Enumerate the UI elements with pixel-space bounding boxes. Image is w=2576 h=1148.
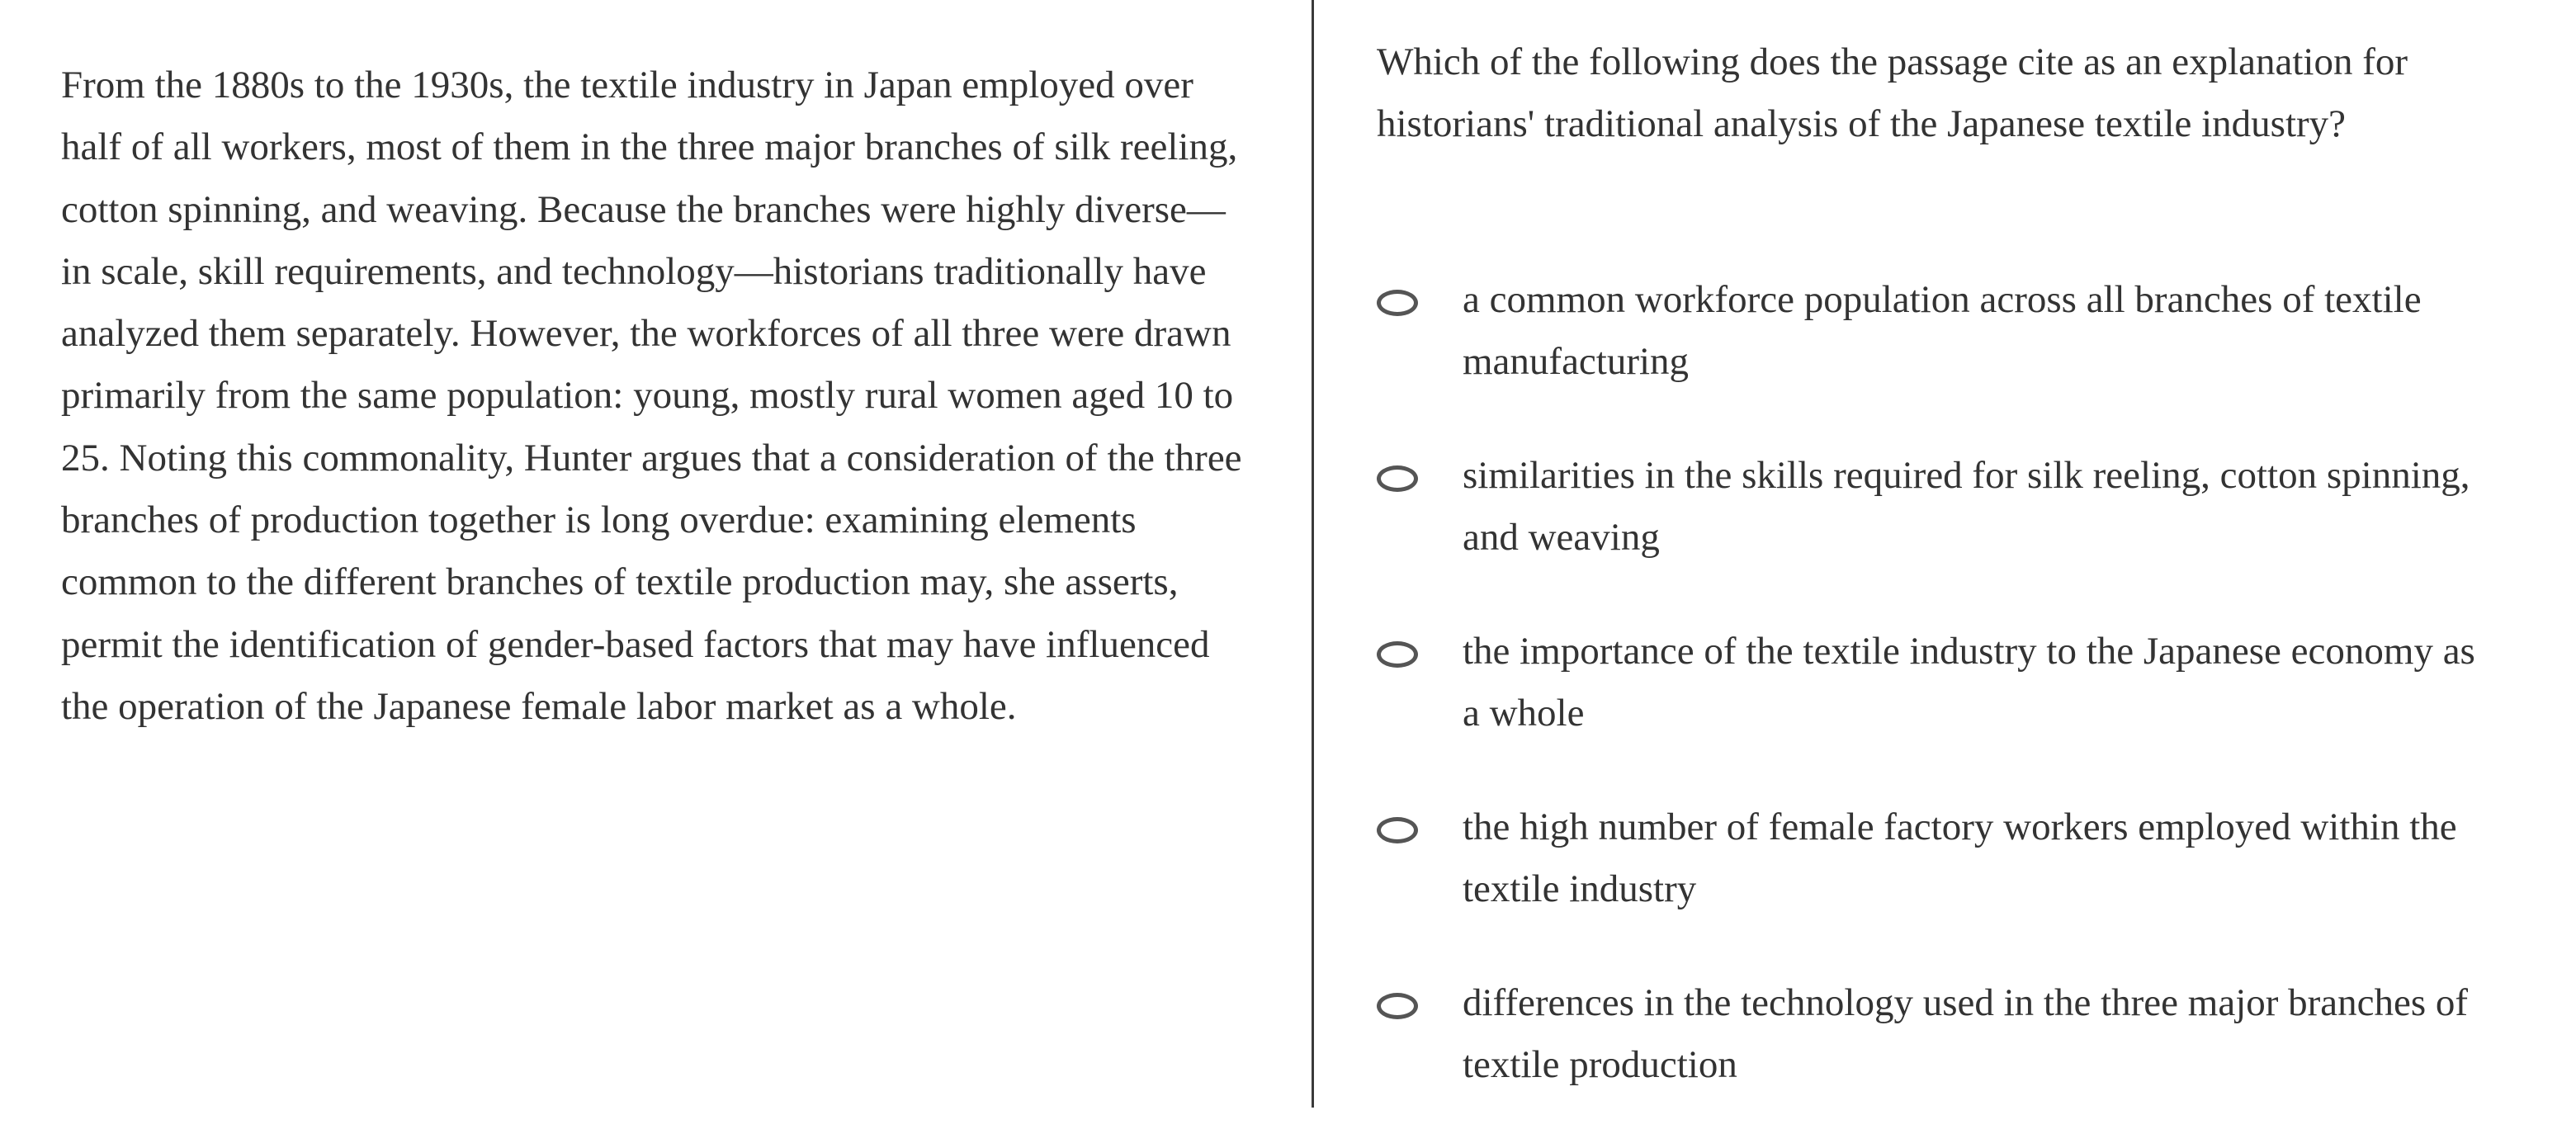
passage-pane xyxy=(0,0,1312,1108)
answer-choice-label[interactable]: differences in the technology used in the three major branches of textile production xyxy=(1463,981,2469,1087)
answer-choice-label[interactable]: the importance of the textile industry to the Japanese economy as a whole xyxy=(1463,630,2475,735)
radio-unselected-icon[interactable] xyxy=(1377,290,1418,316)
answer-choice-label[interactable]: the high number of female factory workers employed within the textile industry xyxy=(1463,805,2457,911)
radio-unselected-icon[interactable] xyxy=(1377,465,1418,492)
radio-unselected-icon[interactable] xyxy=(1377,817,1418,843)
question-stem: Which of the following does the passage cite as an explanation for historians' traditional analysis of the Japanese textile industry? xyxy=(1377,40,2408,146)
radio-unselected-icon[interactable] xyxy=(1377,993,1418,1019)
answer-choice-c[interactable] xyxy=(1377,621,2557,796)
answer-choice-b[interactable] xyxy=(1377,445,2557,621)
answer-choice-label[interactable]: a common workforce population across all branches of textile manufacturing xyxy=(1463,278,2422,384)
answer-choice-e[interactable] xyxy=(1377,972,2557,1148)
answer-choice-d[interactable] xyxy=(1377,796,2557,972)
answer-choices xyxy=(1377,269,2557,1148)
question-pane xyxy=(1314,0,2576,1108)
answer-choice-label[interactable]: similarities in the skills required for silk reeling, cotton spinning, and weaving xyxy=(1463,454,2470,560)
passage-text: From the 1880s to the 1930s, the textile industry in Japan employed over half of all workers, most of them in the three major branches of silk reeling, cotton spinning, and weaving. Because the branches were highly diverse—in scale, skill requirements, and technology—historians traditionally have analyzed them separately. However, the workforces of all three were drawn primarily from the same population: young, mostly rural women aged 10 to 25. Noting this commonality, Hunter argues that a consideration of the three branches of production together is long overdue: examining elements common to the different branches of textile production may, she asserts, permit the identification of gender-based factors that may have influenced the operation of the Japanese female labor market as a whole. xyxy=(61,64,1242,728)
answer-choice-a[interactable] xyxy=(1377,269,2557,445)
radio-unselected-icon[interactable] xyxy=(1377,641,1418,668)
